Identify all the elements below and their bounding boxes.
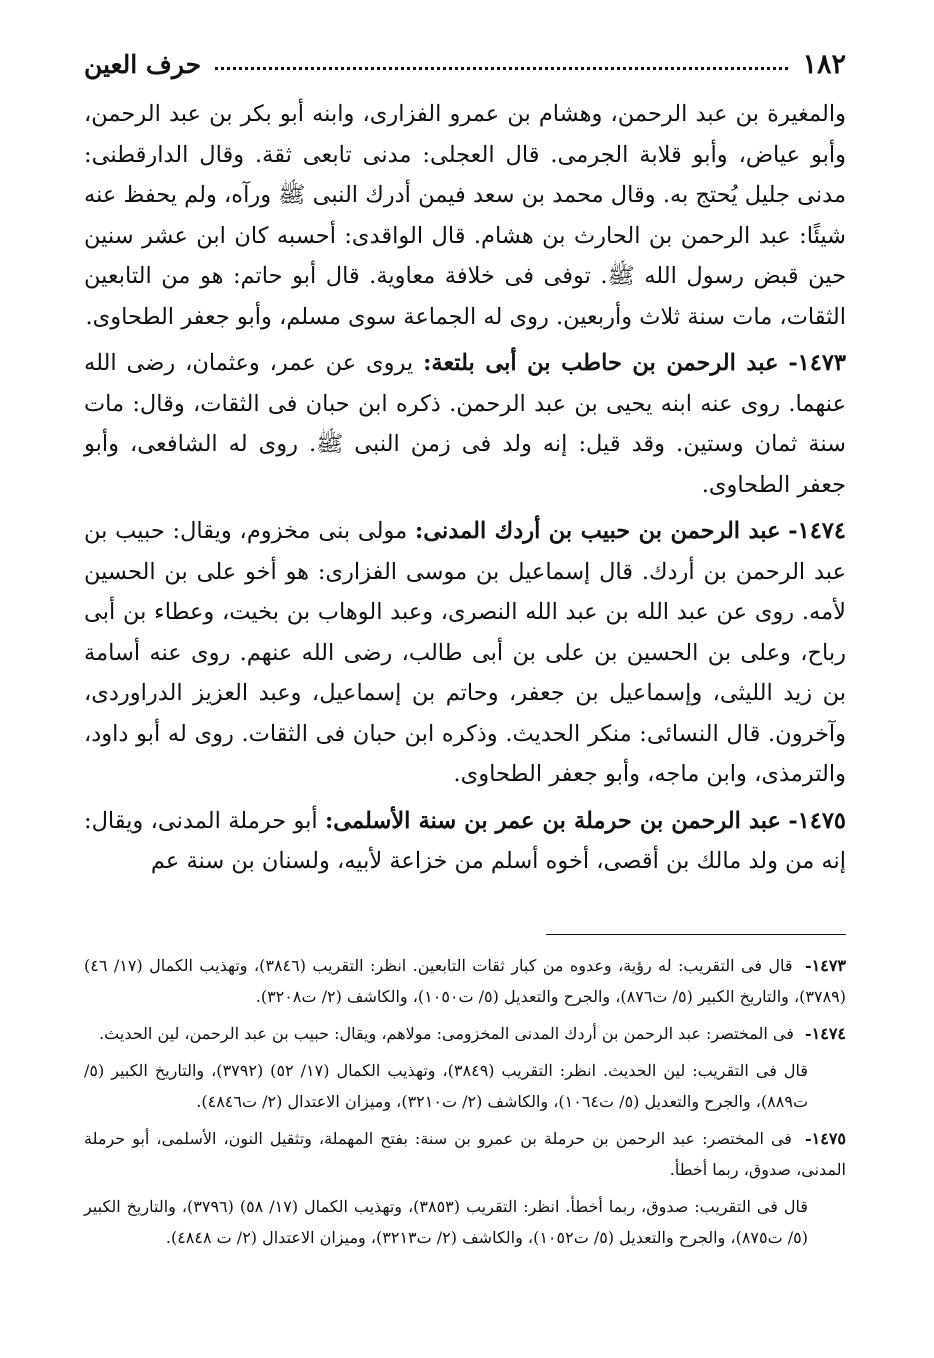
page-number: ١٨٢ <box>802 48 846 80</box>
entry-number: ١٤٧٥- <box>788 807 846 834</box>
footnote-1474-continued: قال فى التقريب: لين الحديث. انظر: التقريب (٣٨٤٩)، وتهذيب الكمال (١٧/ ٥٢) (٣٧٩٢)، والتاريخ الكبير (٥/ ت٨٨٩)، والجرح والتعديل (٥/ ت١٠٦٤)، والكاشف (٢/ ت٣٢١٠)، وميزان الاعتدال (٢/ ت٤٨٤٦). <box>84 1061 809 1111</box>
footnote-1473 <box>84 950 846 1012</box>
entry-body: مولى بنى مخزوم، ويقال: حبيب بن عبد الرحمن بن أردك. قال إسماعيل بن موسى الفزارى: هو أخو على بن الحسين لأمه. روى عن عبد الله بن عبد الله النصرى، وعبد الوهاب بن بخيت، وعطاء بن أبى رباح، وعلى بن الحسين بن على بن أبى طالب، رضى الله عنهم. روى عنه أسامة بن زيد الليثى، وإسماعيل بن جعفر، وحاتم بن إسماعيل، وعبد العزيز الدراوردى، وآخرون. قال النسائى: منكر الحديث. وذكره ابن حبان فى الثقات. روى له أبو داود، والترمذى، وابن ماجه، وأبو جعفر الطحاوى. <box>84 518 846 787</box>
entry-body: أبو حرملة المدنى، ويقال: إنه من ولد مالك بن أقصى، أخوه أسلم من خزاعة لأبيه، ولسنان بن سنة عم <box>84 807 846 874</box>
footnote-text: فى المختصر: عبد الرحمن بن أردك المدنى المخزومى: مولاهم، ويقال: حبيب بن عبد الرحمن، لين الحديث. <box>99 1024 794 1043</box>
footnote-1474 <box>84 1018 846 1049</box>
footnote-number: ١٤٧٣- <box>804 956 846 975</box>
footnotes <box>84 950 846 1259</box>
entry-1473 <box>84 343 846 505</box>
header-dotted-leader <box>215 67 788 70</box>
main-text <box>84 94 846 888</box>
footnote-text: قال فى التقريب: له رؤية، وعدوه من كبار ثقات التابعين. انظر: التقريب (٣٨٤٦)، وتهذيب الكمال (١٧/ ٤٦) (٣٧٨٩)، والتاريخ الكبير (٥/ ت٨٧٦)، والجرح والتعديل (٥/ ت١٠٥٠)، والكاشف (٢/ ت٣٢٠٨). <box>84 956 846 1006</box>
section-title: حرف العين <box>84 49 202 79</box>
entry-name: عبد الرحمن بن حاطب بن أبى بلتعة: <box>423 350 779 376</box>
footnote-1475 <box>84 1123 846 1185</box>
entry-number: ١٤٧٤- <box>788 518 846 544</box>
footnote-number: ١٤٧٥- <box>805 1129 847 1148</box>
entry-1475 <box>84 801 846 882</box>
entry-name: عبد الرحمن بن حبيب بن أردك المدنى: <box>414 518 781 544</box>
entry-number: ١٤٧٣- <box>788 350 847 376</box>
footnote-1475-continued: قال فى التقريب: صدوق، ربما أخطأ. انظر: التقريب (٣٨٥٣)، وتهذيب الكمال (١٧/ ٥٨) (٣٧٩٦)، والتاريخ الكبير (٥/ ت٨٧٥)، والجرح والتعديل (٥/ ت١٠٥٢)، والكاشف (٢/ ت٣٢١٣)، وميزان الاعتدال (٢/ ت ٤٨٤٨). <box>84 1197 808 1247</box>
entry-body: يروى عن عمر، وعثمان، رضى الله عنهما. روى عنه ابنه يحيى بن عبد الرحمن. ذكره ابن حبان فى الثقات، وقال: مات سنة ثمان وستين. وقد قيل: إنه ولد فى زمن النبى ﷺ. روى له الشافعى، وأبو جعفر الطحاوى. <box>84 350 846 498</box>
footnote-separator <box>546 934 846 935</box>
footnote-text: فى المختصر: عبد الرحمن بن حرملة بن عمرو بن سنة: بفتح المهملة، وتثقيل النون، الأسلمى، أبو حرملة المدنى، صدوق، ربما أخطأ. <box>84 1129 846 1179</box>
footnote-number: ١٤٧٤- <box>804 1024 846 1043</box>
page-header <box>84 44 846 84</box>
continuation-paragraph: والمغيرة بن عبد الرحمن، وهشام بن عمرو الفزارى، وابنه أبو بكر بن عبد الرحمن، وأبو عياض، وأبو قلابة الجرمى. قال العجلى: مدنى تابعى ثقة. وقال الدارقطنى: مدنى جليل يُحتج به. وقال محمد بن سعد فيمن أدرك النبى ﷺ ورآه، ولم يحفظ عنه شيئًا: عبد الرحمن بن الحارث بن هشام. قال الواقدى: أحسبه كان ابن عشر سنين حين قبض رسول الله ﷺ. توفى فى خلافة معاوية. قال أبو حاتم: هو من التابعين الثقات، مات سنة ثلاث وأربعين. روى له الجماعة سوى مسلم، وأبو جعفر الطحاوى. <box>84 101 846 330</box>
entry-name: عبد الرحمن بن حرملة بن عمر بن سنة الأسلمى: <box>324 807 781 834</box>
entry-1474 <box>84 511 846 795</box>
